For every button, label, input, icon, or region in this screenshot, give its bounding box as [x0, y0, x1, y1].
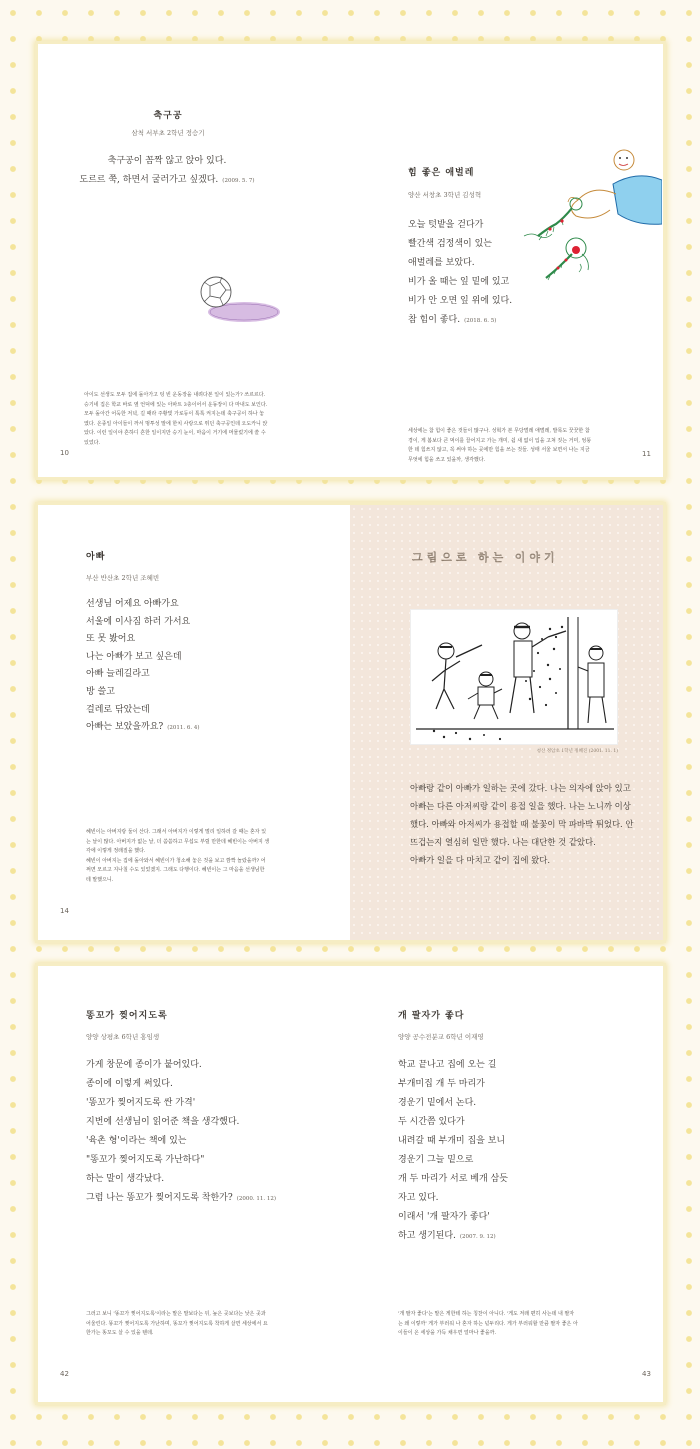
- poem-title: 아빠: [86, 552, 106, 562]
- poem-title: 똥꼬가 찢어지도록: [86, 1011, 168, 1021]
- page-43: [350, 966, 662, 1402]
- poem-date: (2018. 6. 5): [464, 318, 497, 324]
- commentary: 그러고 보니 '똥꼬가 찢어지도록'이라는 말은 말보다는 뒤, 높은 곳보다는 낮은 곳과 어울린다. 똥꼬가 찢어지도록 가난하며, 똥꼬가 찢어지도록 착하게 살면 세상에서 요 한가는 똥꼬도 살 수 있을 텐데.: [86, 1311, 268, 1337]
- poem-body: 선생님 어제요 아빠가요 서울에 이사짐 하러 가서요 또 못 봤어요 나는 아빠가 보고 싶은데 아빠 늘레길라고 방 쓸고 걸레로 닦았는데 아빠는 보았을까요? (2011. 6. 4): [86, 599, 200, 733]
- poem-author: 양양 공수전분교 6학년 이재영: [398, 1033, 484, 1041]
- page-42: [38, 966, 350, 1402]
- poem-body: [38, 152, 296, 191]
- poem-author: 부산 반산초 2학년 조혜빈: [86, 574, 160, 582]
- story-text: 아빠랑 같이 아빠가 일하는 곳에 갔다. 나는 의자에 앉아 있고 아빠는 다른 아저씨랑 같이 용접 일을 했다. 나는 노니까 이상 했다. 아빠와 아저씨가 용접할 때 불꽃이 막 파바박 튀었다. 안 뜨겁는지 열심히 일만 했다. 나는 대단한 것 같았다. 아빠가 일을 다 마치고 같이 집에 왔다.: [410, 783, 634, 865]
- page-number: 14: [60, 907, 69, 915]
- illustration-caption: 청산 정암초 1학년 정혜진 (2001. 11. 1): [536, 749, 618, 754]
- commentary: 아이도 선생도 모두 집에 돌아가고 텅 빈 운동장을 내려다본 일이 있는가? 쓰르르다. 승기네 집은 학교 바로 옆 언덕에 있는 아파트 3층이어서 운동장이 다 마내도 보인다. 모두 돌아간 어둑한 저녁, 길 때라 주황빛 가로등이 톡톡 켜지는데 축구공이 하나 놓 였다. 온종일 아이들이 까서 멍투성 말에 한치 사랑으로 뛰던 축구공인데 오도카니 앉 았다. 이런 일이야 흔하디 흔한 일이지만 승기 눈이, 마음이 거기에 머물렀기에 쓸 수 있었다.: [84, 392, 268, 446]
- commentary: 세상에는 참 힘이 좋은 것들이 많구나. 성혁가 본 무당벌레 애벌레, 발목도 꿋꿋한 참 경이, 게 봄보다 큰 먹이를 끌어지고 가는 개미, 쉼 새 없이 입을 고쳐 짓는 거미, 엉뚱 한 데 힘쓰지 않고, 꼭 써야 하는 곳에만 힘을 쓰는 것들. 성태 서울 보면서 나는 지금 무엇에 힘을 쓰고 있을까, 생각했다.: [408, 428, 592, 463]
- poem-author: 양산 서창초 3학년 김성혁: [408, 191, 482, 199]
- poem-date: (2000. 11. 12): [236, 1196, 276, 1202]
- book-spread-1: [38, 44, 663, 477]
- poem-body: 오늘 텃밭을 걷다가 빨간색 검정색이 있는 애벌레를 보았다. 비가 올 때는 잎 밑에 있고 비가 안 오면 잎 위에 있다. 참 힘이 좋다. (2018. 6. 5): [408, 220, 513, 325]
- poem-body: 학교 끝나고 집에 오는 길 부개미집 개 두 마리가 경운기 밑에서 논다. 두 시간쯤 있다가 내려갈 때 부개미 집을 보니 경운기 그늘 밑으로 개 두 마리가 서로 베개 삼듯 자고 있다. 이래서 '개 팔자가 좋다' 하고 생기된다. (2007. 9. 12): [398, 1060, 508, 1241]
- book-spread-3: [38, 966, 663, 1402]
- commentary: 혜빈이는 아버지랑 둘이 산다. 그래서 아버지가 이렇게 멀리 일하러 갈 때는 혼자 있 는 날이 많다. 아버지가 없는 날, 더 씀씀하고 무섭도 부릴 만한데 혜빈이는 아버지 생 각에 이렇게 정래질을 했다. 혜빈이 아버지는 집에 돌아와서 혜빈이가 청소해 놓은 것을 보고 깜짝 놀랐을까? 어 쩌면 모르고 지나칠 수도 있었겠지. 그래도 다행이다. 혜빈이는 그 마음을 선생님한 테 말했으니.: [86, 829, 270, 883]
- poem-date: (2007. 9. 12): [459, 1234, 496, 1240]
- page-10: [38, 44, 350, 477]
- page-15-illustration: [350, 505, 663, 940]
- poem-body: 가게 창문에 종이가 붙어있다. 종이에 이렇게 써있다. '똥꼬가 찢어지도록 싼 가격' 지번에 선생님이 읽어준 책을 생각했다. '육촌 형'이라는 책에 있는 "똥꼬가 찢어지도록 가난하다" 하는 말이 생각났다. 그럼 나는 똥꼬가 찢어지도록 착한가? (2000. 11. 12): [86, 1060, 276, 1203]
- page-number: 10: [60, 449, 69, 457]
- poem-date: (2009. 5. 7): [222, 178, 255, 184]
- soccer-ball-drawing: [196, 268, 286, 338]
- poem-title: 힘 좋은 애벌레: [408, 168, 475, 178]
- welding-drawing: [410, 609, 618, 745]
- section-heading: 그림으로 하는 이야기: [412, 551, 559, 564]
- poem-title: 축구공: [153, 111, 183, 121]
- book-spread-2: [38, 505, 663, 940]
- page-number: 11: [642, 450, 651, 458]
- page-number: 43: [642, 1370, 651, 1378]
- page-14: [38, 505, 350, 940]
- poem-author: 양양 상평초 6학년 홍임생: [86, 1033, 160, 1041]
- commentary: '개 팔자 좋다'는 말은 게한테 하는 칭찬이 아니다. '게도 저래 편히 사는데 내 팔자 는 왜 이렇까' 게가 부러워 나 혼자 하는 넋두리다. 게가 부러워할 만큼 팔자 좋은 아 이들이 온 세상을 가득 채우면 얼마나 좋을까.: [398, 1311, 578, 1337]
- page-11: [350, 44, 662, 477]
- poem-date: (2011. 6. 4): [167, 725, 200, 732]
- poem-title: 개 팔자가 좋다: [398, 1011, 465, 1021]
- page-number: 42: [60, 1370, 69, 1378]
- caterpillar-drawing: [518, 144, 662, 284]
- poem-author: 삼척 서부초 2학년 정승기: [131, 129, 205, 137]
- poem-line: 도르르 쭉, 하면서 굴러가고 싶겠다. (2009. 5. 7): [79, 175, 255, 185]
- poem-line: 축구공이 꼼짝 않고 앉아 있다.: [107, 156, 227, 166]
